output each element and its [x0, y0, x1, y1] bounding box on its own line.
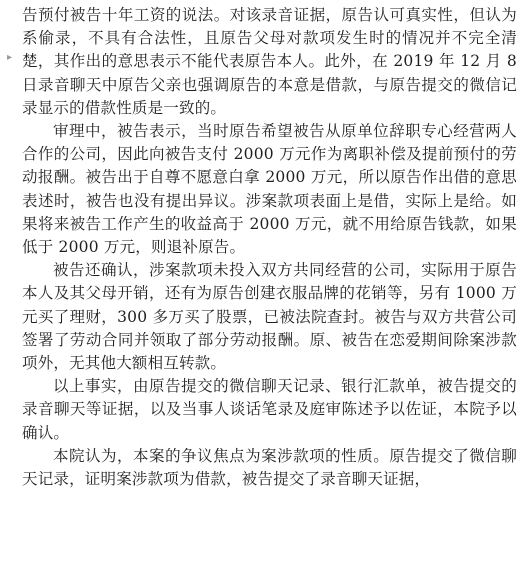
paragraph-defendant-statement: 审理中，被告表示，当时原告希望被告从原单位辞职专心经营两人合作的公司，因此向被告支付 2000 万元作为离职补偿及提前预付的劳动报酬。被告出于自尊不愿意白拿 2000 万元，所以原告作出借的意思表述时，被告也没有提出异议。涉案款项表面上是借，实际上是给。如果将来被告工作产生的收益高于 2000 万元，就不用给原告钱款，如果低于 2000 万元，则退补原告。 — [22, 122, 517, 257]
paragraph-recording-evidence: 告预付被告十年工资的说法。对该录音证据，原告认可真实性，但认为系偷录，不具有合法性，且原告父母对款项发生时的情况并不完全清楚，其作出的意思表示不能代表原告本人。此外，在 2019 年 12 月 8 日录音聊天中原告父亲也强调原告的本意是借款，与原告提交的微信记录显示的借款性质是一致的。 — [22, 6, 517, 117]
document-page — [22, 4, 517, 569]
paragraph-court-opinion: 本院认为，本案的争议焦点为案涉款项的性质。原告提交了微信聊天记录，证明案涉款项为借款，被告提交了录音聊天证据， — [22, 446, 517, 489]
paragraph-facts-confirmed: 以上事实，由原告提交的微信聊天记录、银行汇款单，被告提交的录音聊天等证据，以及当事人谈话笔录及庭审陈述予以佐证，本院予以确认。 — [22, 377, 517, 442]
paragraph-defendant-confirmation: 被告还确认，涉案款项未投入双方共同经营的公司，实际用于原告本人及其父母开销，还有为原告创建衣服品牌的花销等，另有 1000 万元买了理财，300 多万买了股票，已被法院查封。被告与双方共营公司签署了劳动合同并领取了部分劳动报酬。原、被告在恋爱期间除案涉款项外，无其他大额相互转款。 — [22, 261, 517, 373]
margin-mark: ▸ — [7, 52, 13, 63]
